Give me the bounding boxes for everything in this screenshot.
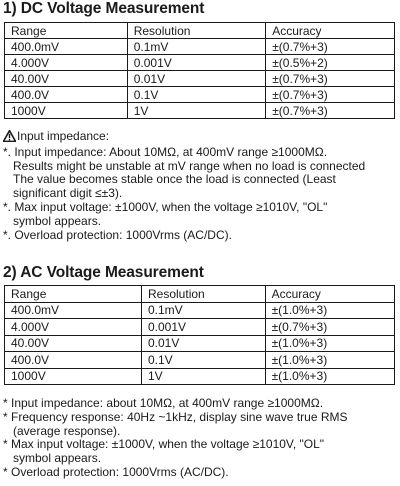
ac-voltage-heading: 2) AC Voltage Measurement [3,264,204,281]
note-line: Results might be unstable at mV range when no load is connected [13,158,366,173]
note-line: symbol appears. [13,213,102,228]
resolution-cell: 0.1mV [127,39,265,55]
table-row [5,39,395,55]
column-header-range: Range [5,23,128,39]
note-line: *. Overload protection: 1000Vrms (AC/DC). [3,227,232,242]
range-cell: 40.00V [5,71,128,87]
range-cell: 4.000V [5,319,142,336]
table-row [5,319,395,336]
note-line: * Input impedance: about 10MΩ, at 400mV range ≥1000MΩ. [3,396,324,410]
table-row [5,352,395,369]
accuracy-cell: ±(0.7%+3) [265,319,394,336]
table-header-row [5,286,395,303]
range-cell: 400.0mV [5,302,142,319]
table-row [5,302,395,319]
resolution-cell: 0.001V [127,55,265,71]
accuracy-cell: ±(0.5%+2) [266,55,395,71]
column-header-accuracy: Accuracy [266,23,395,39]
table-header-row [5,23,395,39]
resolution-cell: 1V [142,368,266,385]
accuracy-cell: ±(0.7%+3) [266,87,395,103]
note-line: * Frequency response: 40Hz ~1kHz, display sine wave true RMS [3,409,348,424]
resolution-cell: 0.01V [142,335,266,352]
accuracy-cell: ±(0.7%+3) [266,103,395,119]
resolution-cell: 0.1V [142,352,266,369]
column-header-range: Range [5,286,142,303]
ac-voltage-table [4,285,395,385]
resolution-cell: 0.001V [142,319,266,336]
accuracy-cell: ±(1.0%+3) [265,352,394,369]
note-line: * Overload protection: 1000Vrms (AC/DC). [3,464,229,479]
table-row [5,87,395,103]
impedance-title: Input impedance: [3,130,397,146]
accuracy-cell: ±(1.0%+3) [265,368,394,385]
accuracy-cell: ±(1.0%+3) [265,302,394,319]
note-line: *. Input impedance: About 10MΩ, at 400mV range ≥1000MΩ. [3,144,328,159]
note-line: (average response). [13,423,121,438]
resolution-cell: 1V [127,103,265,119]
column-header-resolution: Resolution [127,23,265,39]
table-row [5,368,395,385]
column-header-resolution: Resolution [142,286,266,303]
table-row [5,103,395,119]
range-cell: 1000V [5,368,142,385]
dc-voltage-table [4,22,395,119]
warning-triangle-icon [3,130,16,146]
note-line: symbol appears. [13,451,102,466]
note-line: significant digit ≤±3). [13,186,123,201]
table-row [5,71,395,87]
resolution-cell: 0.1mV [142,302,266,319]
range-cell: 40.00V [5,335,142,352]
note-line: * Max input voltage: ±1000V, when the voltage ≥1010V, "OL" [3,437,325,452]
resolution-cell: 0.01V [127,71,265,87]
accuracy-cell: ±(1.0%+3) [265,335,394,352]
note-line: *. Max input voltage: ±1000V, when the voltage ≥1010V, "OL" [3,199,328,214]
table-row [5,55,395,71]
note-line: The value becomes stable once the load is connected (Least [13,172,336,187]
table-row [5,335,395,352]
range-cell: 400.0mV [5,39,128,55]
dc-voltage-notes [3,130,397,242]
range-cell: 1000V [5,103,128,119]
ac-voltage-notes [3,397,397,480]
accuracy-cell: ±(0.7%+3) [266,39,395,55]
range-cell: 4.000V [5,55,128,71]
accuracy-cell: ±(0.7%+3) [266,71,395,87]
column-header-accuracy: Accuracy [265,286,394,303]
dc-voltage-heading: 1) DC Voltage Measurement [3,0,205,17]
range-cell: 400.0V [5,352,142,369]
range-cell: 400.0V [5,87,128,103]
resolution-cell: 0.1V [127,87,265,103]
